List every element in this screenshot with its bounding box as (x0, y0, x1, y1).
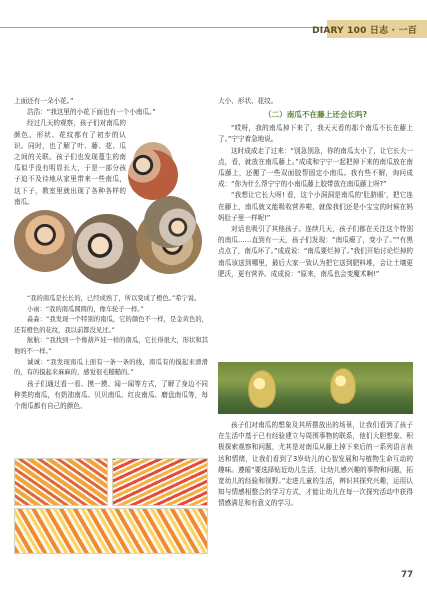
right-paragraph-4: “我想让它长大呀! 看，这个小洞洞是南瓜的‘肚脐眼’，把它连在藤上，南瓜就又能吸收营养啦，就像我们还是小宝宝的时候在妈妈肚子里一样呢!” (218, 191, 413, 222)
child-quote-2: 小雨：“我的南瓜圆圆的，像车轮子一样。” (27, 305, 144, 313)
journal-name: DIARY 100 日志 · 一百 (312, 26, 417, 36)
drawing-1 (14, 458, 108, 506)
right-paragraph-5: 对话也吸引了其他孩子。连续几天，孩子们都在关注这个特别的南瓜……直到有一天，孩子们发现：“南瓜瘪了，变小了。”“有黑点点了，南瓜坏了。”成成说：“南瓜要烂掉了。”我们开始讨论烂掉的南瓜该送到哪里，最后大家一致认为把它送到肥料堆，会让土壤更肥沃，更有营养。成成说：“原来，南瓜也会变魔术啊!” (218, 225, 413, 278)
pumpkin-vines-photo (218, 362, 413, 414)
drawing-3 (14, 508, 208, 554)
gourd-1 (248, 370, 276, 408)
left-paragraph-2: 浩浩：“我这里的小花下面也有一个小南瓜。” (27, 108, 156, 117)
right-column-lower (218, 420, 413, 510)
left-paragraph-4: 孩子们通过看一看、摸一摸、闻一闻等方式，了解了身边不同种类的南瓜，有奶油南瓜、贝贝南瓜、红皮南瓜、磨盘南瓜等，每个南瓜都有自己的颜色、 (14, 379, 208, 411)
observation-block (14, 118, 208, 208)
left-paragraph-1: 上面还有一朵小花。” (14, 97, 74, 105)
children-photo-1 (14, 210, 76, 272)
right-paragraph-3: 这时成成走了过来：“别急别急，你的南瓜太小了，让它长大一点，看，就放在南瓜藤上。”成成和宁宁一起把掉下来的南瓜放在南瓜藤上，还搬了一些双面胶帮固定小南瓜。我有些不解，询问成成：“你为什么帮宁宁的小南瓜藤上胶带放在南瓜藤上呀?” (218, 146, 413, 189)
child-quote-3: 淼淼：“我发现一个特别的南瓜，它的颜色不一样，是金黄色的，还有橙色的花纹，我以前都没见过。” (14, 316, 208, 334)
child-quote-1: “我的南瓜是长长的，已经成熟了，所以变成了橙色。”希宁说。 (27, 295, 201, 303)
left-column (14, 96, 208, 412)
child-quote-4: 航航：“我找到一个像葫芦娃一样的南瓜，它长得很大，形状和其他的不一样。” (14, 337, 208, 355)
right-column (218, 96, 413, 280)
right-paragraph-6: 孩子们对南瓜的想象及其所摆放出的场景，让我们看到了孩子在生活中基于已有经验建立与周围事物的联系，他们大胆想象、积极探索观察和问题，尤其是对南瓜从藤上掉下来后的一系列语言表达和情绪，让我们看到了3岁幼儿的心智发展和与植物生命互动的趣味。遵循“要选择贴近幼儿生活，让幼儿感兴趣的事物和问题，拓宽幼儿的经验和视野。”走进儿童的生活，辨识其探究兴趣，运用认知与情感相整合的学习方式，才能让幼儿在每一次探究活动中获得情感满足和有意义的学习。 (218, 421, 413, 508)
child-quote-5: 诚诚：“我发现南瓜上面有一条一条的线，南瓜有的摸起来滑滑的，有的摸起来麻麻的，感觉很毛糙糙的。” (14, 358, 208, 377)
gourd-2 (330, 368, 356, 404)
right-paragraph-1: 大小、形状、花纹。 (218, 97, 278, 105)
children-photo-2 (72, 214, 142, 284)
child-with-pumpkin-photo (128, 150, 178, 200)
left-paragraph-3: 经过几天的观察，孩子们对南瓜的颜色、形状、花纹都有了初步的认识。同时，也了解了叶、藤、花、瓜之间的关联。孩子们也发现蔓生的南瓜似乎没有明显长大，于是一部分孩子迫不及待地从家里带来一些南瓜，这下子，教室里就出现了各种各样的南瓜。 (14, 119, 126, 206)
journal-header (0, 20, 427, 38)
children-drawings (14, 456, 208, 556)
children-table-photo (144, 196, 196, 248)
drawing-2 (112, 458, 208, 506)
right-paragraph-2: “哎呀，我的南瓜掉下来了，我天天看的那个南瓜不长在藤上了。”宁宁着急地说。 (218, 124, 413, 144)
page-number: 77 (401, 570, 413, 580)
section-title: （二）南瓜不在藤上还会长吗? (263, 110, 368, 120)
